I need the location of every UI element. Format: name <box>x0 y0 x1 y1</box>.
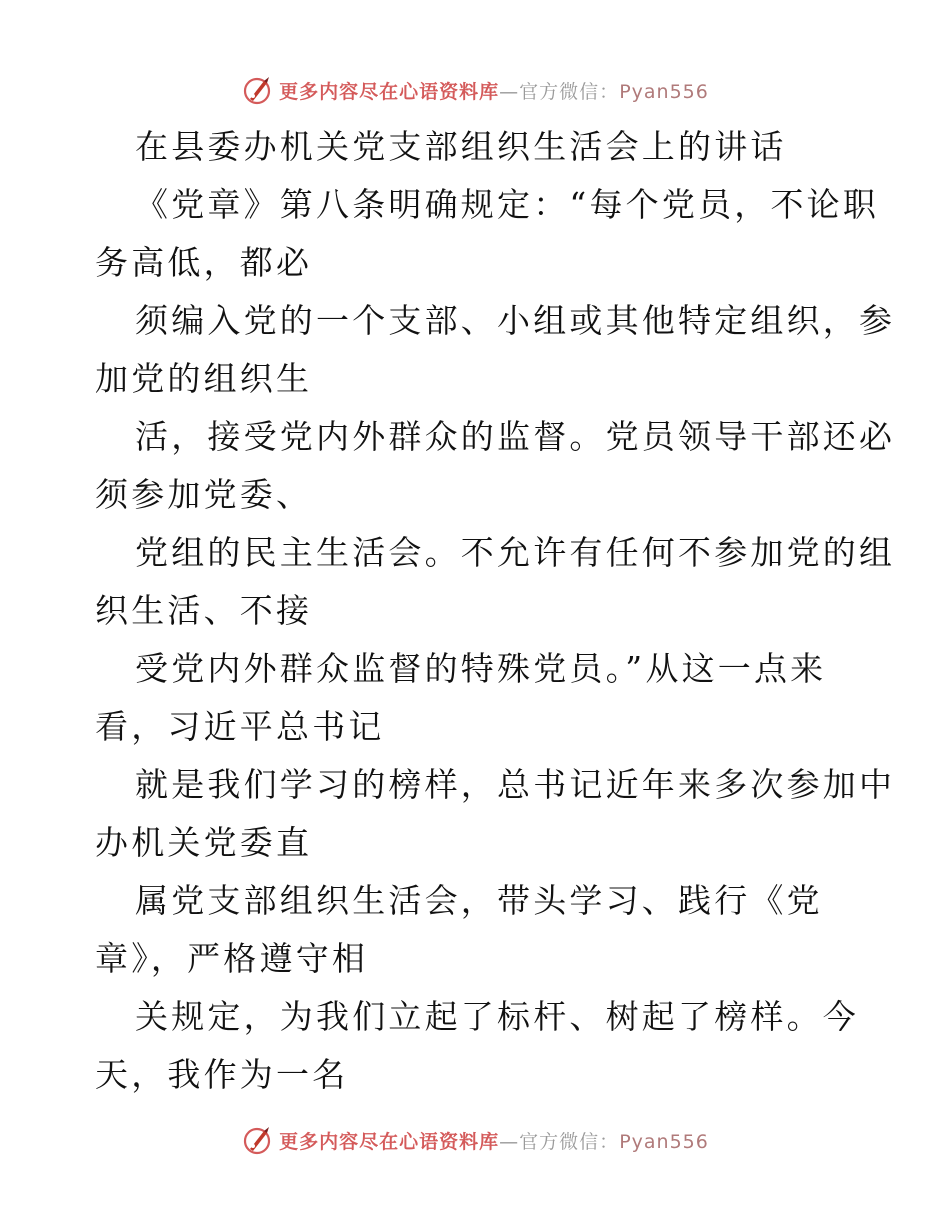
document-title: 在县委办机关党支部组织生活会上的讲话 <box>135 127 787 166</box>
wechat-label: 官方微信： <box>519 80 620 103</box>
paragraph-line: 天，我作为一名 <box>95 1055 349 1094</box>
paragraph-line: 织生活、不接 <box>95 591 313 630</box>
paragraph-line: 加党的组织生 <box>95 359 313 398</box>
paragraph-line: 关规定，为我们立起了标杆、树起了榜样。今 <box>135 997 859 1036</box>
quill-pen-logo-icon <box>241 1124 273 1156</box>
header-watermark-banner <box>0 70 950 110</box>
document-body <box>95 118 896 1104</box>
paragraph-line: 看，习近平总书记 <box>95 707 385 746</box>
footer-watermark-banner <box>0 1120 950 1160</box>
paragraph-line: 党组的民主生活会。不允许有任何不参加党的组 <box>135 533 896 572</box>
paragraph-line: 章》，严格遵守相 <box>95 939 369 978</box>
paragraph-line: 须参加党委、 <box>95 475 313 514</box>
wechat-id: Pyan556 <box>619 80 709 103</box>
wechat-label: 官方微信： <box>519 1130 620 1153</box>
quill-pen-logo-icon <box>241 74 273 106</box>
paragraph-line: 《党章》第八条明确规定：“每个党员，不论职 <box>135 185 880 224</box>
paragraph-line: 受党内外群众监督的特殊党员。”从这一点来 <box>135 649 827 688</box>
paragraph-line: 活，接受党内外群众的监督。党员领导干部还必 <box>135 417 896 456</box>
brand-text: 更多内容尽在心语资料库 <box>279 1130 500 1153</box>
brand-text: 更多内容尽在心语资料库 <box>279 80 500 103</box>
wechat-id: Pyan556 <box>619 1130 709 1153</box>
separator-dash: — <box>499 1130 520 1153</box>
paragraph-line: 务高低，都必 <box>95 243 313 282</box>
paragraph-line: 就是我们学习的榜样，总书记近年来多次参加中 <box>135 765 896 804</box>
separator-dash: — <box>499 80 520 103</box>
paragraph-line: 须编入党的一个支部、小组或其他特定组织，参 <box>135 301 896 340</box>
paragraph-line: 属党支部组织生活会，带头学习、践行《党 <box>135 881 823 920</box>
paragraph-line: 办机关党委直 <box>95 823 313 862</box>
